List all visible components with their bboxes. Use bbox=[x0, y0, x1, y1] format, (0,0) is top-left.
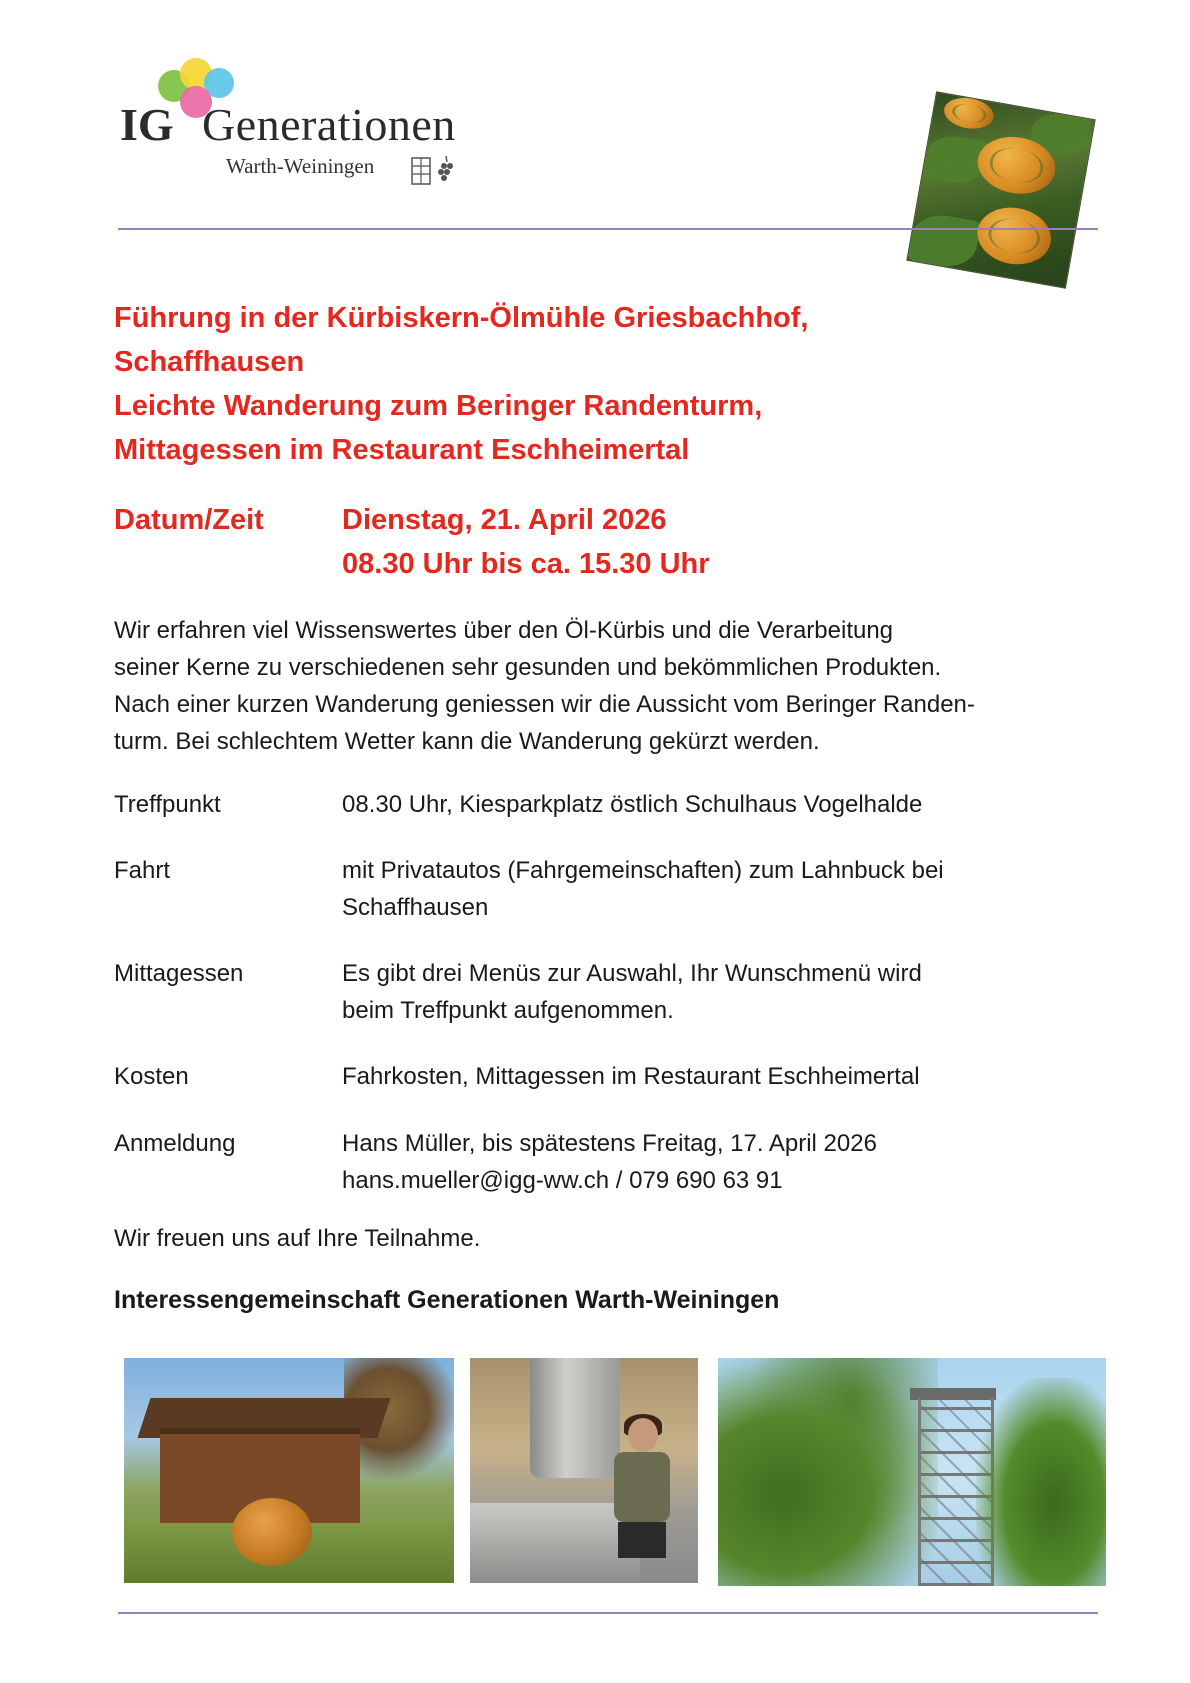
ig-generationen-logo bbox=[120, 56, 480, 196]
title-line: Schaffhausen bbox=[114, 346, 305, 378]
detail-label: Kosten bbox=[114, 1063, 189, 1090]
logo-name-text: Generationen bbox=[202, 99, 456, 150]
bottom-divider bbox=[118, 1612, 1098, 1614]
pumpkin-field-photo bbox=[906, 91, 1095, 289]
detail-line: Es gibt drei Menüs zur Auswahl, Ihr Wunschmenü wird bbox=[342, 960, 922, 987]
oil-mill-worker-photo bbox=[470, 1358, 698, 1583]
intro-line: turm. Bei schlechtem Wetter kann die Wanderung gekürzt werden. bbox=[114, 728, 820, 755]
detail-value bbox=[342, 852, 1102, 926]
logo-ig-text: IG bbox=[120, 99, 174, 150]
date-line: Dienstag, 21. April 2026 bbox=[342, 504, 667, 536]
intro-line: Nach einer kurzen Wanderung geniessen wir die Aussicht vom Beringer Randen- bbox=[114, 691, 975, 718]
time-line: 08.30 Uhr bis ca. 15.30 Uhr bbox=[342, 548, 710, 580]
detail-value bbox=[342, 786, 1102, 823]
event-title bbox=[114, 296, 1014, 472]
detail-line: Hans Müller, bis spätestens Freitag, 17. April 2026 bbox=[342, 1130, 877, 1157]
detail-value bbox=[342, 955, 1102, 1029]
detail-label: Fahrt bbox=[114, 857, 171, 884]
detail-label: Treffpunkt bbox=[114, 791, 221, 818]
logo-subtitle: Warth-Weiningen bbox=[226, 154, 375, 178]
contact-line[interactable]: hans.mueller@igg-ww.ch / 079 690 63 91 bbox=[342, 1167, 783, 1194]
top-divider bbox=[118, 228, 1098, 230]
title-line: Mittagessen im Restaurant Eschheimertal bbox=[114, 434, 690, 466]
detail-line: 08.30 Uhr, Kiesparkplatz östlich Schulhaus Vogelhalde bbox=[342, 791, 923, 818]
detail-line: mit Privatautos (Fahrgemeinschaften) zum Lahnbuck bei bbox=[342, 857, 944, 884]
date-label: Datum/Zeit bbox=[114, 504, 264, 536]
intro-line: seiner Kerne zu verschiedenen sehr gesunden und bekömmlichen Produkten. bbox=[114, 654, 942, 681]
randenturm-tower-photo bbox=[718, 1358, 1106, 1586]
detail-value bbox=[342, 1058, 1102, 1095]
intro-line: Wir erfahren viel Wissenswertes über den Öl-Kürbis und die Verarbeitung bbox=[114, 617, 894, 644]
detail-line: beim Treffpunkt aufgenommen. bbox=[342, 997, 674, 1024]
detail-label: Anmeldung bbox=[114, 1130, 236, 1157]
title-line: Leichte Wanderung zum Beringer Randenturm, bbox=[114, 390, 763, 422]
detail-label: Mittagessen bbox=[114, 960, 244, 987]
farmhouse-pumpkin-photo bbox=[124, 1358, 454, 1583]
detail-line: Schaffhausen bbox=[342, 894, 489, 921]
date-value bbox=[342, 498, 710, 586]
detail-line: Fahrkosten, Mittagessen im Restaurant Eschheimertal bbox=[342, 1063, 920, 1090]
organization-name: Interessengemeinschaft Generationen Warth-Weiningen bbox=[114, 1286, 780, 1314]
coat-of-arms-icon bbox=[410, 152, 458, 188]
intro-paragraph bbox=[114, 612, 1104, 760]
detail-value bbox=[342, 1125, 1102, 1199]
closing-text: Wir freuen uns auf Ihre Teilnahme. bbox=[114, 1225, 481, 1252]
title-line: Führung in der Kürbiskern-Ölmühle Griesbachhof, bbox=[114, 302, 809, 334]
